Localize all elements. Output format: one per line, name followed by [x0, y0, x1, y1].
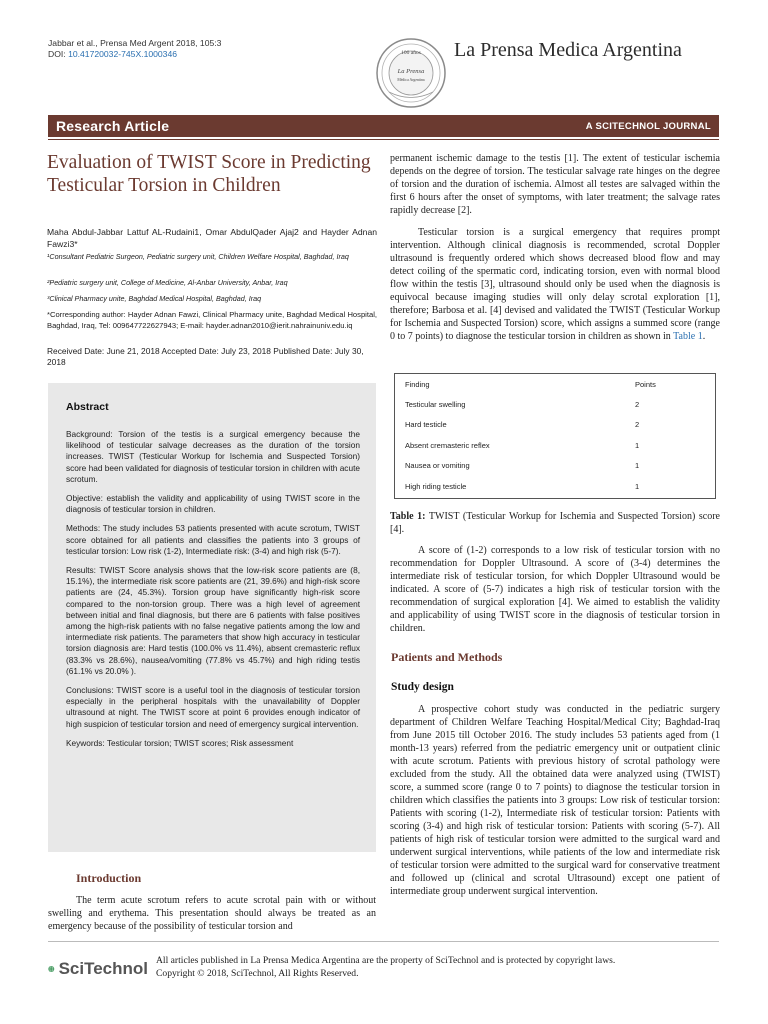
- doi-link[interactable]: 10.41720032-745X.1000346: [68, 49, 178, 59]
- abstract-background: Background: Torsion of the testis is a surgical emergency because the likelihood of testicular salvage decreases as the duration of the torsion increases. TWIST (Testicular Workup for Ischemia and Suspected Torsion) score had been validated for diagnosis of testicular torsion in children with acute scrotum.: [66, 429, 360, 484]
- body-paragraph-4: A prospective cohort study was conducted in the pediatric surgery department of Children Welfare Teaching Hospital/Medical City; Baghdad-Iraq from June 2015 till October 2016. The study includes 53 patients aged from (1 month-13 years) referred from the pediatric emergency unit or outpatient clinic with acute scrotum. Patients with previous history of scrotal pathology were excluded from the study. All the obtained data were analyzed using (TWIST) score, a summed score (range 0 to 7 points) to diagnose the testicular torsion in children which classifies the patients into 3 groups: Low risk of testicular torsion: Patients with scoring (1-2), Intermediate risk of testicular torsion: Patients with scoring (3-4) and high risk of testicular torsion: Patients with scoring (5-7). All patients of high risk of testicular torsion were admitted to the surgical ward and underwent surgical interventions, while patients of the low and intermediate risk of testicular torsion were admitted to the surgical ward for conservative treatment and followed up (clinical and scrotal Ultrasound) except one patient of intermediate group underwent surgical intervention.: [390, 704, 720, 897]
- table-header-row: [395, 374, 715, 394]
- twist-score-table: [394, 373, 716, 499]
- body-paragraph-2-end: .: [702, 331, 706, 342]
- body-paragraph-3: A score of (1-2) corresponds to a low risk of testicular torsion with no recommendation for Doppler Ultrasound. A score of (3-4) determines the intermediate risk of testicular torsion, for which Doppler Ultrasound would be indicated. A score of (5-7) indicates a high risk of testicular torsion with the recommendation of surgical exploration [4]. We aimed to establish the validity and applicability of using TWIST score in the diagnosis of testicular torsion in children.: [390, 545, 720, 634]
- scitechnol-logo-text: SciTechnol: [58, 959, 148, 978]
- table-cell-points: 2: [635, 400, 640, 410]
- table-caption-label: Table 1:: [390, 511, 426, 522]
- body-paragraph-2: [390, 226, 720, 343]
- table-cell-finding: Absent cremasteric reflex: [405, 440, 490, 450]
- doi-line: [48, 49, 221, 60]
- citation-block: [48, 38, 221, 60]
- body-paragraph-2-text: Testicular torsion is a surgical emergency that requires prompt intervention. Although clinical diagnosis is recommended, scrotal Doppler ultrasound is frequently ordered which shows decreased blood flow and may detect coiling of the spermatic cord, indicating torsion, even with normal blood flow within the testis [3], ultrasound should only be used when the diagnosis is equivocal because imaging studies will only delay scrotal exploration [1], therefore; Barbosa et al. [4] devised and validated the TWIST (Testicular Workup for Ischemia and Suspected Torsion) score, which assigns a summed score (range 0 to 7 points) to diagnose the testicular torsion in children as shown in: [390, 227, 720, 342]
- study-design-heading: Study design: [391, 681, 454, 693]
- publication-dates: Received Date: June 21, 2018 Accepted Date: July 23, 2018 Published Date: July 30, 2018: [47, 346, 364, 367]
- table-cell-finding: Hard testicle: [405, 420, 447, 430]
- body-paragraph-1: permanent ischemic damage to the testis [1]. The extent of testicular ischemia depends on the degree of torsion. The testicular salvage rate hinges on the degree of torsion and the duration of ischemia. Almost all testes are salvaged within the first 6 hours after the onset of symptoms, with later treatment; the salvage rates rapidly decrease [2].: [390, 153, 720, 216]
- affiliation-1: ¹Consultant Pediatric Surgeon, Pediatric surgery unit, Children Welfare Hospital, Baghdad, Iraq: [47, 252, 349, 261]
- abstract-box: [48, 383, 376, 852]
- table-row: [395, 394, 715, 414]
- table-cell-points: 2: [635, 420, 640, 430]
- table-row: [395, 456, 715, 476]
- introduction-paragraph: The term acute scrotum refers to acute scrotal pain with or without swelling and erythema. This presentation should always be treated as an emergency because of the possibility of testicular torsion and: [48, 895, 376, 932]
- table-caption: [390, 510, 720, 536]
- scitechnol-logo: [48, 955, 148, 983]
- citation-text: Jabbar et al., Prensa Med Argent 2018, 105:3: [48, 38, 222, 48]
- doi-label: DOI:: [48, 49, 66, 59]
- abstract-objective: Objective: establish the validity and applicability of using TWIST score in the diagnosis of testicular torsion in children.: [66, 493, 360, 515]
- footer-copyright-line: Copyright © 2018, SciTechnol, All Rights Reserved.: [156, 968, 359, 979]
- table-1-link[interactable]: Table 1: [673, 331, 703, 342]
- footer-rights-line: All articles published in La Prensa Medica Argentina are the property of SciTechnol and is protected by copyright laws.: [156, 955, 616, 966]
- abstract-results: Results: TWIST Score analysis shows that the low-risk score patients are (8, 15.1%), the intermediate risk score patients are (21, 39.6%) and high-risk score patients are (24, 45.3%). Torsion group have significantly high-risk score compared to the non-torsion group. There was a high level of agreement between initial and final diagnosis, but there are 6 patients with false positives among the high-risk patients with no false negative patients among the low and intermediate risk patients. The parameters that show high accuracy in testicular torsion diagnosis are: Hard testis (100.0% vs 11.4%), absent cremasteric reflux (83.3% vs 28.6%), nausea/vomiting (77.8% vs 45.7%) and high riding testis (61.1% vs 20.0% ).: [66, 565, 360, 676]
- banner-divider: [48, 139, 719, 140]
- table-cell-points: 1: [635, 481, 640, 491]
- abstract-methods: Methods: The study includes 53 patients presented with acute scrotum, TWIST score obtained for all patients and classifies the patients into 3 groups of testicular torsion: Low risk (1-2), Intermediate risk: (3-4) and high risk (5-7).: [66, 523, 360, 556]
- table-row: [395, 476, 715, 496]
- seal-name-2: Médica Argentina: [397, 78, 425, 82]
- patients-methods-heading: Patients and Methods: [391, 650, 503, 664]
- scitechnol-globe-icon: [48, 958, 55, 980]
- table-cell-finding: Testicular swelling: [405, 400, 466, 410]
- abstract-conclusions: Conclusions: TWIST score is a useful tool in the diagnosis of testicular torsion especially in the peripheral hospitals with the unavailability of Doppler ultrasound at night. The TWIST score at point 6 provides enough indicator of high suspicion of testicular torsion and need of emergency surgical intervention.: [66, 685, 360, 729]
- table-row: [395, 435, 715, 455]
- table-cell-finding: High riding testicle: [405, 481, 467, 491]
- journal-seal-logo: [375, 37, 447, 109]
- affiliation-3: ³Clinical Pharmacy unite, Baghdad Medical Hospital, Baghdad, Iraq: [47, 294, 262, 303]
- seal-name-1: La Prensa: [397, 68, 425, 75]
- abstract-heading: Abstract: [66, 401, 109, 413]
- corresponding-author: *Corresponding author: Hayder Adnan Fawzi, Clinical Pharmacy unite, Baghdad Medical Hospital, Baghdad, Iraq, Tel: 009647722627943; E-mail: hayder.adnan2010@ierit.nahrainuniv.edu.iq: [47, 310, 377, 330]
- table-header-finding: Finding: [405, 379, 430, 389]
- article-type-banner: [48, 115, 719, 137]
- table-header-points: Points: [635, 379, 656, 389]
- publisher-tag: A SCITECHNOL JOURNAL: [585, 120, 711, 132]
- article-type-label: Research Article: [56, 118, 170, 134]
- table-cell-points: 1: [635, 461, 640, 471]
- table-cell-points: 1: [635, 440, 640, 450]
- article-title: Evaluation of TWIST Score in Predicting Testicular Torsion in Children: [47, 152, 371, 196]
- table-row: [395, 415, 715, 435]
- abstract-keywords: Keywords: Testicular torsion; TWIST scores; Risk assessment: [66, 737, 294, 748]
- table-cell-finding: Nausea or vomiting: [405, 461, 470, 471]
- table-caption-text: TWIST (Testicular Workup for Ischemia and Suspected Torsion) score [4].: [390, 511, 720, 535]
- journal-name: La Prensa Medica Argentina: [454, 39, 682, 61]
- seal-years: 100 años: [401, 50, 421, 56]
- introduction-heading: Introduction: [76, 871, 142, 885]
- affiliation-2: ²Pediatric surgery unit, College of Medicine, Al-Anbar University, Anbar, Iraq: [47, 278, 288, 287]
- author-list: Maha Abdul-Jabbar Lattuf AL-Rudaini1, Omar AbdulQader Ajaj2 and Hayder Adnan Fawzi3*: [47, 227, 377, 249]
- footer-copyright: [156, 954, 716, 980]
- footer-divider: [48, 941, 719, 942]
